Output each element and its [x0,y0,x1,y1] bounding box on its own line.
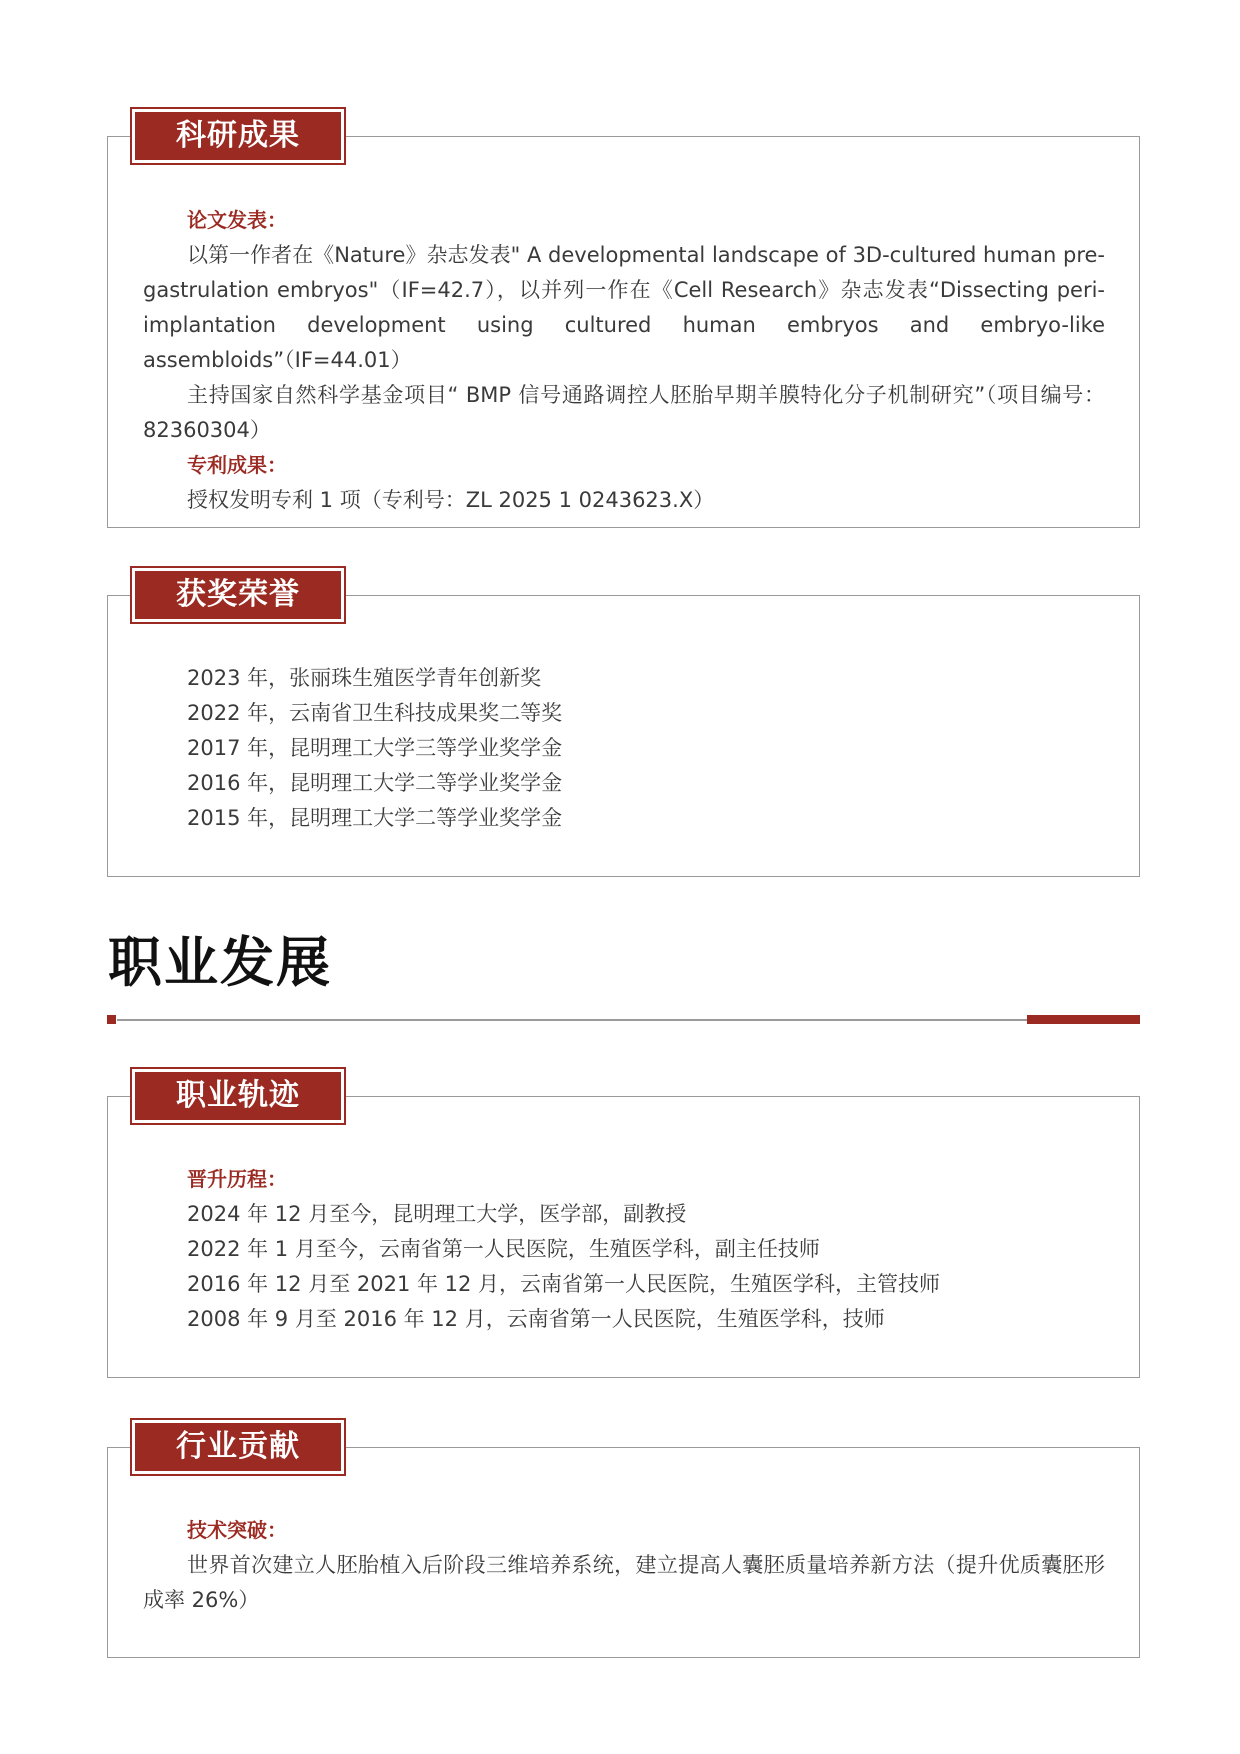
trajectory-item: 2016 年 12 月至 2021 年 12 月，云南省第一人民医院，生殖医学科，主管技师 [187,1272,941,1296]
research-tag-label: 科研成果 [135,112,341,160]
awards-tag [130,566,346,624]
contribution-content [143,1513,1105,1618]
project-text: 主持国家自然科学基金项目“ BMP 信号通路调控人胚胎早期羊膜特化分子机制研究”（项目编号：82360304） [143,383,1105,442]
rule-accent [1027,1015,1140,1024]
trajectory-item: 2024 年 12 月至今，昆明理工大学，医学部，副教授 [187,1202,687,1226]
contribution-tag [130,1418,346,1476]
awards-list [143,661,1105,836]
trajectory-heading: 晋升历程： [187,1167,287,1191]
papers-heading: 论文发表： [187,208,287,232]
trajectory-item: 2022 年 1 月至今，云南省第一人民医院，生殖医学科，副主任技师 [187,1237,820,1261]
contribution-tag-label: 行业贡献 [135,1423,341,1471]
research-tag [130,107,346,165]
trajectory-tag [130,1067,346,1125]
rule-dot [107,1015,116,1024]
award-item: 2023 年，张丽珠生殖医学青年创新奖 [187,666,542,690]
title-rule [117,1019,1027,1021]
patent-heading: 专利成果： [187,453,287,477]
contribution-heading: 技术突破： [187,1518,287,1542]
contribution-text: 世界首次建立人胚胎植入后阶段三维培养系统，建立提高人囊胚质量培养新方法（提升优质囊胚形成率 26%） [143,1553,1105,1612]
trajectory-item: 2008 年 9 月至 2016 年 12 月，云南省第一人民医院，生殖医学科，技师 [187,1307,885,1331]
research-content [143,203,1105,518]
trajectory-content [143,1162,1105,1337]
papers-text: 以第一作者在《Nature》杂志发表" A developmental landscape of 3D-cultured human pre-gastrulation embryos"（IF=42.7），以并列一作在《Cell Research》杂志发表“Dissecting peri-implantation development using cultured human embryos and embryo-like assembloids”（IF=44.01） [143,243,1105,372]
trajectory-tag-label: 职业轨迹 [135,1072,341,1120]
award-item: 2022 年，云南省卫生科技成果奖二等奖 [187,701,563,725]
award-item: 2015 年，昆明理工大学二等学业奖学金 [187,806,563,830]
career-title: 职业发展 [108,931,332,994]
award-item: 2017 年，昆明理工大学三等学业奖学金 [187,736,563,760]
awards-tag-label: 获奖荣誉 [135,571,341,619]
award-item: 2016 年，昆明理工大学二等学业奖学金 [187,771,563,795]
patent-text: 授权发明专利 1 项（专利号：ZL 2025 1 0243623.X） [187,488,715,512]
